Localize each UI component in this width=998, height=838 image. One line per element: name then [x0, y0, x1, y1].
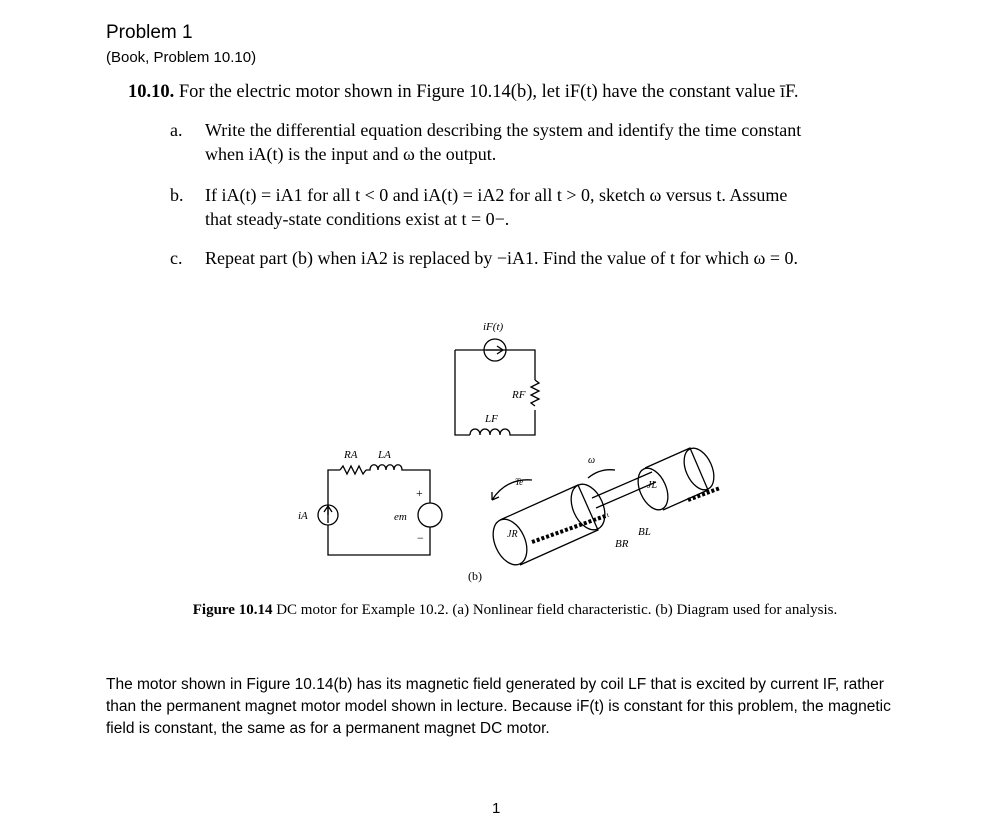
label-LA: LA [378, 449, 391, 461]
field-wire-bottom [515, 410, 535, 435]
field-resistor [531, 380, 539, 406]
field-source-arrow [486, 346, 503, 354]
armature-wire-bottom [328, 525, 430, 555]
label-iF: iF(t) [483, 321, 504, 333]
item-text-line1: Repeat part (b) when iA2 is replaced by −iA1. Find the value of t for which ω = 0. [205, 248, 798, 268]
label-omega: ω [588, 455, 596, 466]
motor-diagram [270, 310, 730, 590]
label-plus: + [416, 486, 423, 500]
label-RF: RF [512, 389, 526, 401]
item-text-line1: Write the differential equation describing the system and identify the time constant [205, 120, 802, 140]
page-number: 1 [492, 800, 501, 817]
field-wire-left [455, 350, 470, 435]
problem-statement [128, 82, 799, 103]
field-inductor [470, 429, 515, 435]
page-subtitle: (Book, Problem 10.10) [106, 49, 257, 66]
load-body [645, 448, 708, 510]
item-text-line2: that steady-state conditions exist at t = 0−. [205, 209, 510, 229]
page-title: Problem 1 [106, 22, 193, 43]
explanation-paragraph: The motor shown in Figure 10.14(b) has its magnetic field generated by coil LF that is excited by current IF, rather than the permanent magnet motor model shown in lecture. Because iF(t) is constant for this problem, the magnetic field is constant, the same as for a permanent magnet DC motor. [106, 676, 891, 737]
item-label: c. [170, 248, 183, 268]
label-minus: − [417, 531, 424, 545]
caption-text: DC motor for Example 10.2. (a) Nonlinear field characteristic. (b) Diagram used for analysis. [276, 602, 838, 618]
item-label: a. [170, 120, 183, 140]
armature-resistor [340, 466, 366, 474]
item-label: b. [170, 185, 184, 205]
item-text-line2: when iA(t) is the input and ω the output. [205, 144, 497, 164]
label-JR: JR [507, 529, 518, 540]
back-emf-source [418, 503, 442, 527]
omega-arrow [588, 470, 615, 478]
figure-caption [190, 600, 840, 620]
label-iA: iA [298, 510, 308, 522]
item-text-line1: If iA(t) = iA1 for all t < 0 and iA(t) = iA2 for all t > 0, sketch ω versus t. Assume [205, 185, 788, 205]
label-JL: JL [647, 480, 657, 491]
label-LF: LF [485, 413, 498, 425]
label-BL: BL [638, 526, 651, 538]
armature-source-arrow [324, 506, 332, 523]
label-part-b: (b) [468, 569, 482, 583]
label-em: em [394, 511, 407, 523]
field-wire-right [455, 350, 535, 380]
problem-number: 10.10. [128, 82, 175, 102]
label-BR: BR [615, 538, 629, 550]
problem-statement-text: For the electric motor shown in Figure 10.14(b), let iF(t) have the constant value īF. [178, 82, 799, 102]
label-RA: RA [344, 449, 358, 461]
rotor-friction [532, 515, 608, 542]
label-Te: Te [515, 477, 524, 487]
caption-number: Figure 10.14 [192, 602, 273, 618]
